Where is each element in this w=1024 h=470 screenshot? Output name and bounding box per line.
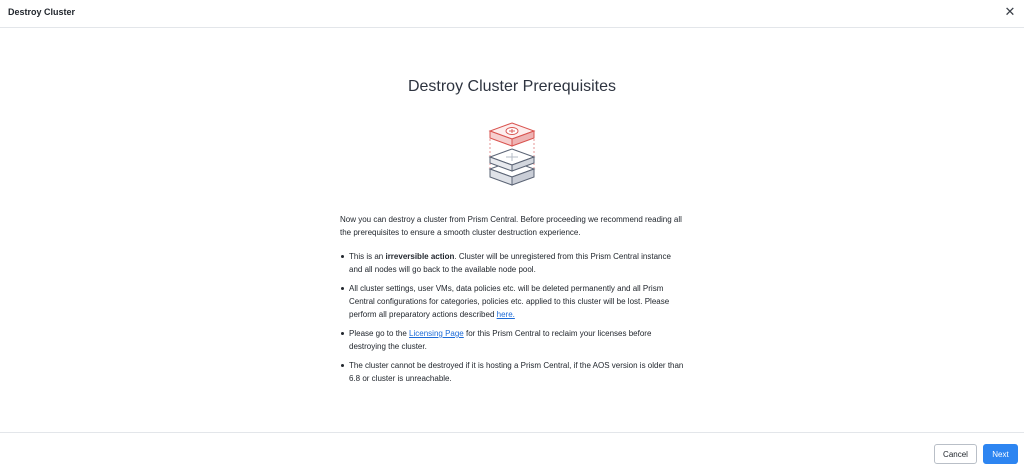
cancel-button[interactable]: Cancel: [934, 444, 977, 464]
close-icon[interactable]: ✕: [1000, 3, 1020, 23]
cluster-destroy-icon: [486, 119, 538, 187]
intro-text: Now you can destroy a cluster from Prism Central. Before proceeding we recommend reading all the prerequisites to ensure a smooth cluster destruction experience.: [340, 215, 682, 237]
list-item: All cluster settings, user VMs, data policies etc. will be deleted permanently and all Prism Central configurations for categories, policies etc. applied to this cluster will be lost. Please perform all preparatory actions described here.: [340, 282, 685, 321]
preparatory-actions-link[interactable]: here.: [496, 310, 515, 319]
dialog-title: Destroy Cluster: [8, 7, 76, 17]
licensing-page-link[interactable]: Licensing Page: [409, 329, 464, 338]
page-title: Destroy Cluster Prerequisites: [407, 78, 617, 95]
next-button[interactable]: Next: [983, 444, 1018, 464]
list-item: Please go to the Licensing Page for this Prism Central to reclaim your licenses before destroying the cluster.: [340, 327, 685, 353]
irreversible-action-text: irreversible action: [385, 252, 455, 261]
prerequisite-list: [340, 250, 685, 391]
dialog-header: [0, 0, 1024, 28]
list-item: This is an irreversible action. Cluster will be unregistered from this Prism Central instance and all nodes will go back to the available node pool.: [340, 250, 685, 276]
dialog-body: [0, 28, 1024, 432]
dialog-footer: [0, 432, 1024, 470]
list-item: The cluster cannot be destroyed if it is hosting a Prism Central, if the AOS version is older than 6.8 or cluster is unreachable.: [340, 359, 685, 385]
